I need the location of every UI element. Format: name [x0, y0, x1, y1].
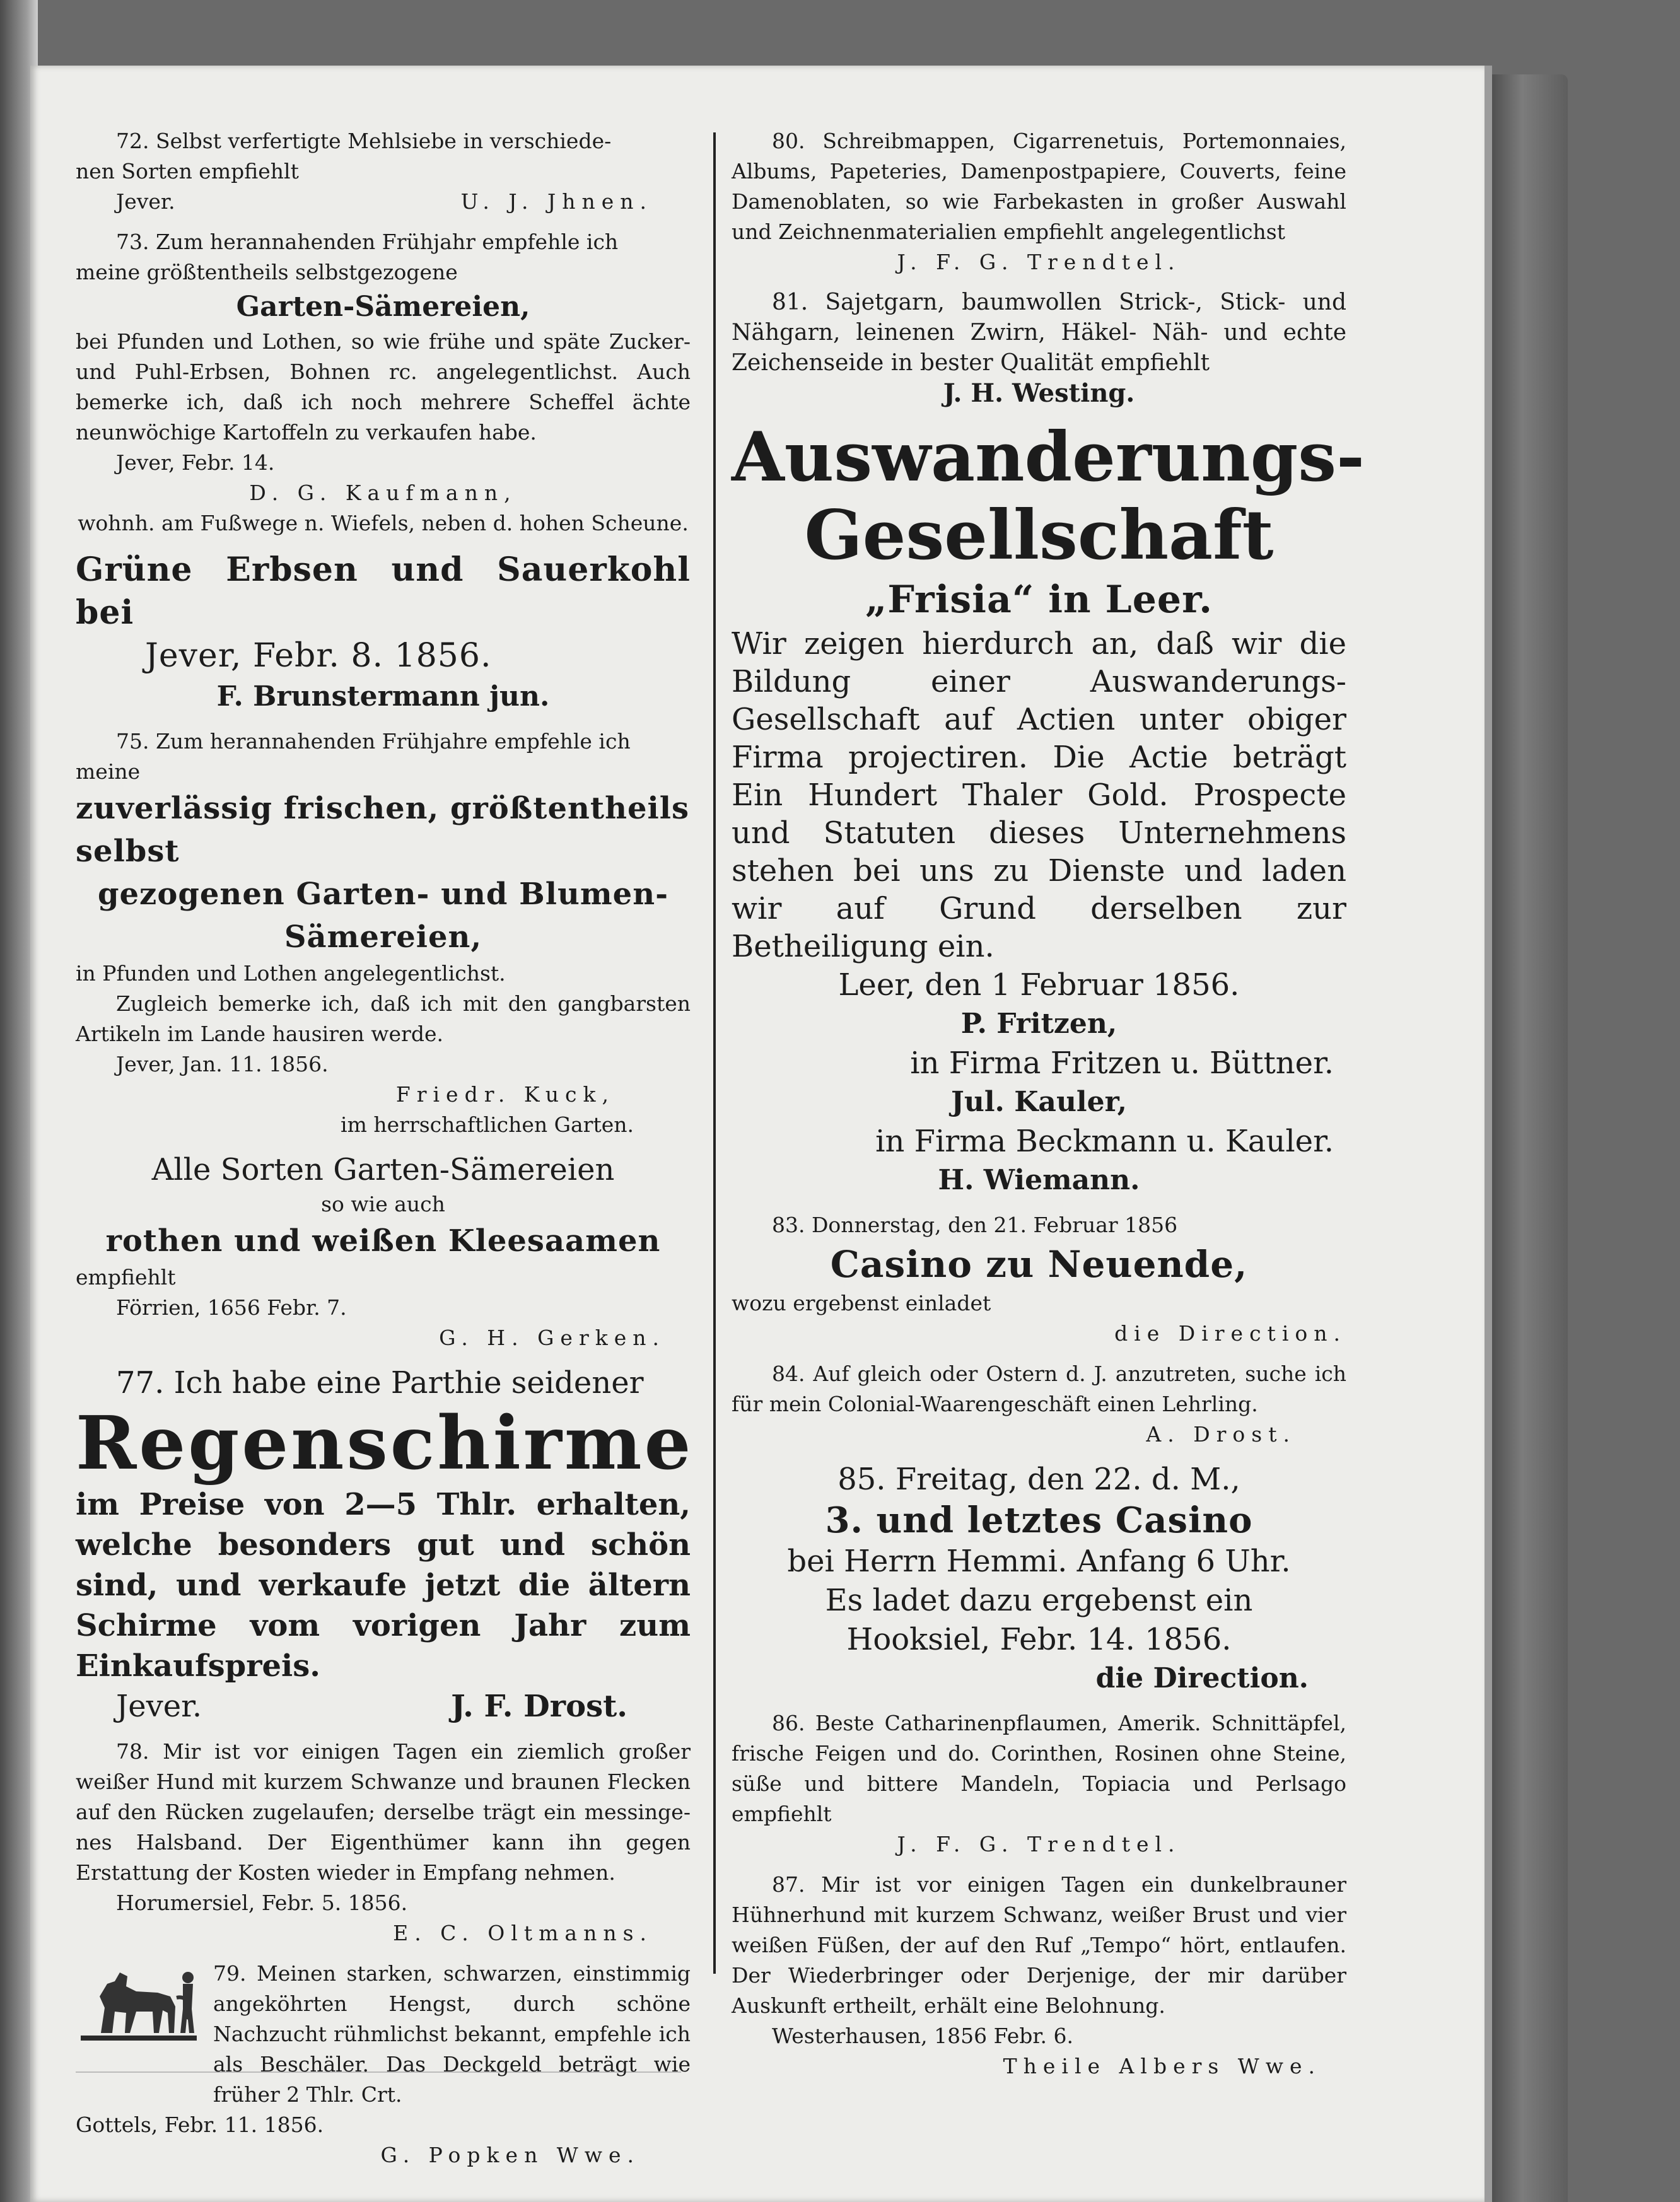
ad-75-line2: Zugleich bemerke ich, daß ich mit den gangbarsten Artikeln im Lande hausiren werde. — [76, 991, 691, 1046]
ad-76-sub: so wie auch — [321, 1192, 445, 1216]
ad-87-date: Westerhausen, 1856 Febr. 6. — [772, 2024, 1073, 2048]
ad-75-intro1: 75. Zum herannahenden Frühjahre empfehle ich — [116, 729, 631, 754]
ad-80-body: 80. Schreibmappen, Cigarrenetuis, Portemonnaies, Albums, Papeteries, Damenpostpapiere, Couverts, feine Damenoblaten, so wie Farbekasten in großer Auswahl und Zeichnenmaterialien empfiehlt angelegentlichst — [732, 129, 1346, 244]
ad-85-heading: 3. und letztes Casino — [825, 1500, 1253, 1541]
ad-87 — [732, 1870, 1346, 2082]
ad-82-name2: Jul. Kauler, — [951, 1086, 1127, 1118]
ad-75-heading2: gezogenen Garten- und Blumen- — [97, 877, 669, 912]
ad-82-date: Leer, den 1 Februar 1856. — [838, 967, 1240, 1003]
ad-75-intro2: meine — [76, 759, 141, 784]
ad-76-line: empfiehlt — [76, 1265, 176, 1290]
ad-85-line2: bei Herrn Hemmi. Anfang 6 Uhr. — [787, 1544, 1291, 1579]
ad-81-signature: J. H. Westing. — [943, 378, 1135, 408]
book-binding — [1492, 74, 1568, 2202]
ad-74-signature: F. Brunstermann jun. — [216, 680, 550, 713]
ad-82-heading1: Auswanderungs- — [732, 417, 1365, 497]
ad-80 — [732, 126, 1346, 277]
ad-84 — [732, 1359, 1346, 1450]
ad-85-signature: die Direction. — [1095, 1662, 1309, 1694]
ad-82 — [732, 417, 1365, 1200]
ad-72-place: Jever. — [116, 189, 175, 214]
ad-77-heading: Regenschirme — [76, 1401, 694, 1486]
ad-73-heading: Garten-Sämereien, — [236, 291, 530, 323]
ad-75-line1: in Pfunden und Lothen angelegentlichst. — [76, 961, 506, 986]
ad-79-signature: G. Popken Wwe. — [380, 2143, 640, 2167]
ad-76-signature: G. H. Gerken. — [439, 1325, 665, 1350]
ad-77-signature: J. F. Drost. — [451, 1689, 627, 1724]
ad-73-address: wohnh. am Fußwege n. Wiefels, neben d. hohen Scheune. — [78, 511, 689, 535]
ad-82-name3: H. Wiemann. — [938, 1164, 1140, 1196]
ad-82-name1: P. Fritzen, — [960, 1008, 1117, 1040]
ad-75-heading1: zuverlässig frischen, größtentheils selbst — [76, 791, 689, 869]
ad-85 — [732, 1460, 1346, 1698]
column-divider — [713, 132, 716, 1974]
ad-73-body: bei Pfunden und Lothen, so wie frühe und späte Zucker- und Puhl-Erbsen, Bohnen rc. angelegentlichst. Auch bemerke ich, daß ich noch mehrere Scheffel ächte neunwöchige Kartoffeln zu verkaufen habe. — [76, 329, 691, 445]
ad-82-subheading: „Frisia“ in Leer. — [865, 578, 1213, 622]
ad-76-heading: Alle Sorten Garten-Sämereien — [151, 1152, 615, 1187]
ad-78-body: 78. Mir ist vor einigen Tagen ein ziemlich großer weißer Hund mit kurzem Schwanze und braunen Flecken auf den Rücken zugelaufen; derselbe trägt ein messinge-nes Halsband. Der Eigenthümer kann ihn gegen Erstattung der Kosten wieder in Empfang nehmen. — [76, 1739, 691, 1885]
horse-icon — [76, 1959, 202, 2047]
ad-83-line2: wozu ergebenst einladet — [732, 1291, 991, 1315]
ad-83-signature: die Direction. — [1114, 1321, 1346, 1346]
ad-78-date: Horumersiel, Febr. 5. 1856. — [116, 1890, 408, 1915]
ad-73-intro2: meine größtentheils selbstgezogene — [76, 260, 458, 284]
page-edge — [1485, 66, 1492, 2202]
ad-77-body: im Preise von 2—5 Thlr. erhalten, welche besonders gut und schön sind, und verkaufe jetzt die ältern Schirme vom vorigen Jahr zum Einkaufspreis. — [76, 1487, 691, 1684]
ad-73-signature: D. G. Kaufmann, — [249, 481, 517, 505]
ad-72-line2: nen Sorten empfiehlt — [76, 159, 299, 184]
ad-75 — [76, 726, 691, 1140]
ad-78 — [76, 1737, 691, 1949]
ad-79 — [76, 1959, 691, 2170]
ad-86-body: 86. Beste Catharinenpflaumen, Amerik. Schnittäpfel, frische Feigen und do. Corinthen, Rosinen ohne Steine, süße und bittere Mandeln, Topiacia und Perlsago empfiehlt — [732, 1711, 1346, 1826]
ad-73-intro1: 73. Zum herannahenden Frühjahr empfehle ich — [116, 230, 619, 254]
ad-81 — [732, 288, 1346, 408]
ad-83 — [732, 1210, 1346, 1349]
ad-77-place: Jever. — [116, 1689, 202, 1724]
ad-77-line1: 77. Ich habe eine Parthie seidener — [116, 1365, 644, 1401]
ad-76-heading2: rothen und weißen Kleesaamen — [105, 1223, 661, 1259]
ad-84-signature: A. Drost. — [1146, 1422, 1296, 1447]
ad-83-heading: Casino zu Neuende, — [830, 1243, 1248, 1286]
ad-76 — [76, 1150, 691, 1353]
ad-86-signature: J. F. G. Trendtel. — [897, 1832, 1181, 1856]
ad-74-line2: Jever, Febr. 8. 1856. — [145, 637, 492, 675]
ad-75-heading3: Sämereien, — [284, 919, 482, 955]
ad-76-date: Förrien, 1656 Febr. 7. — [116, 1295, 347, 1320]
ad-74-line1: Grüne Erbsen und Sauerkohl bei — [76, 550, 691, 632]
ad-82-heading2: Gesellschaft — [804, 496, 1274, 575]
ad-74 — [76, 549, 691, 716]
ad-72-line1: 72. Selbst verfertigte Mehlsiebe in verschiede- — [116, 129, 612, 153]
right-column — [732, 126, 1365, 2092]
ad-82-firm1: in Firma Fritzen u. Büttner. — [910, 1046, 1334, 1081]
ad-87-body: 87. Mir ist vor einigen Tagen ein dunkelbrauner Hühnerhund mit kurzem Schwanz, weißer Brust und vier weißen Füßen, der auf den Ruf „Tempo“ hört, entlaufen. Der Wiederbringer oder Derjenige, der mir darüber Auskunft ertheilt, erhält eine Belohnung. — [732, 1872, 1346, 2018]
ad-75-signature: Friedr. Kuck, — [395, 1082, 615, 1107]
ad-75-signature2: im herrschaftlichen Garten. — [341, 1112, 634, 1137]
ad-85-line4: Hooksiel, Febr. 14. 1856. — [846, 1622, 1232, 1657]
ad-77 — [76, 1363, 694, 1727]
ad-86 — [732, 1708, 1346, 1860]
ad-72 — [76, 126, 691, 217]
ad-73 — [76, 227, 691, 539]
ad-84-body: 84. Auf gleich oder Ostern d. J. anzutreten, suche ich für mein Colonial-Waarengeschäft einen Lehrling. — [732, 1361, 1346, 1416]
ad-87-signature: Theile Albers Wwe. — [1003, 2054, 1321, 2078]
ad-82-firm2: in Firma Beckmann u. Kauler. — [875, 1124, 1334, 1159]
ad-73-date: Jever, Febr. 14. — [116, 450, 275, 475]
ad-83-line1: 83. Donnerstag, den 21. Februar 1856 — [772, 1213, 1178, 1237]
ad-79-date: Gottels, Febr. 11. 1856. — [76, 2112, 324, 2137]
ad-72-signature: U. J. Jhnen. — [460, 189, 653, 214]
ad-80-signature: J. F. G. Trendtel. — [897, 250, 1181, 274]
ad-85-line1: 85. Freitag, den 22. d. M., — [837, 1462, 1240, 1497]
left-column — [76, 126, 694, 2181]
ad-85-line3: Es ladet dazu ergebenst ein — [825, 1583, 1253, 1618]
ad-78-signature: E. C. Oltmanns. — [393, 1921, 653, 1945]
ad-81-body: 81. Sajetgarn, baumwollen Strick-, Stick- und Nähgarn, leinenen Zwirn, Häkel- Näh- und echte Zeichenseide in bester Qualität empfiehlt — [732, 289, 1346, 376]
ad-82-body: Wir zeigen hierdurch an, daß wir die Bildung einer Auswanderungs-Gesellschaft auf Actien unter obiger Firma projectiren. Die Actie beträgt Ein Hundert Thaler Gold. Prospecte und Statuten dieses Unternehmens stehen bei uns zu Dienste und laden wir auf Grund derselben zur Betheiligung ein. — [732, 626, 1346, 964]
ad-79-body: 79. Meinen starken, schwarzen, einstimmig angeköhrten Hengst, durch schöne Nachzucht rühmlichst bekannt, empfehle ich als Beschäler. Das Deckgeld beträgt wie früher 2 Thlr. Crt. — [213, 1961, 691, 2107]
ad-75-date: Jever, Jan. 11. 1856. — [116, 1052, 329, 1076]
